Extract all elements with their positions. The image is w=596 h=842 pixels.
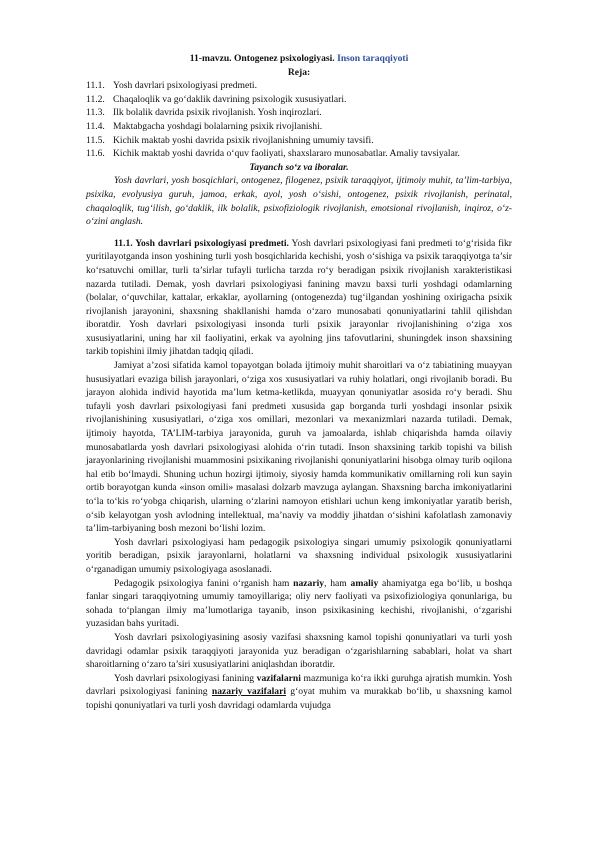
plan-item — [86, 79, 512, 93]
plan-item-text: Kichik maktab yoshi davrida psixik rivojlanishning umumiy tavsifi. — [113, 134, 374, 146]
document-page — [86, 52, 512, 713]
plan-item-text: Ilk bolalik davrida psixik rivojlanish. Yosh inqirozlari. — [113, 107, 322, 119]
plan-item-text: Kichik maktab yoshi davrida o‘quv faoliyati, shaxslararo munosabatlar. Amaliy tavsiyalar. — [113, 148, 460, 160]
plan-item-number: 11.1. — [86, 80, 105, 92]
title-accent: Inson taraqqiyoti — [337, 53, 409, 64]
section-heading: 11.1. Yosh davrlari psixologiyasi predmeti. — [114, 237, 289, 249]
plan-heading: Reja: — [287, 66, 311, 78]
body-paragraph: Jamiyat a’zosi sifatida kamol topayotgan bolada ijtimoiy muhit sharoitlari va o‘z tabiatining muayyan hususiyatlari evaziga bilish jarayonlari, o‘ziga xos xususiyatlari va ruhiy holatlari, ongi rivojlanib boradi. Bu jarayon alohida individ hayotida ma’lum ketma-ketlikda, muayyan qonuniyatlar asosida ro‘y beradi. Shu tufayli yosh davrlari psixologiyasi fani predmeti xususida gap borganda turli yoshdagi insonlar psixik rivojlanishining xususiyatlari, o‘ziga xos omillari, mezonlari va mexanizmlari nazarda tutiladi. Demak, ijtimoiy hayotda, TA’LIM-tarbiya jarayonida, guruh va jamoalarda, ishlab chiqarishda hamda oilaviy munosabatlarda yosh davrlari psixologiyasi alohida o‘rin tutadi. Inson shaxsining tarkib topishi va bilish jarayonlarining rivojlanishi muammosini psixikaning rivojlanishi qonuniyatlarini hisobga olmay turib oqilona hal etib bo‘lmaydi. Shuning uchun hozirgi ijtimoiy, siyosiy hamda kommunikativ omillarning roli kun sayin ortib borayotgan kunda «inson omili» masalasi dolzarb mavzuga aylangan. Shaxsning barcha imkoniyatlarini to‘la to‘kis ro‘yobga chiqarish, ularning o‘zlarini namoyon etishlari uchun keng imkoniyatlar yaratib berish, o‘sib kelayotgan yosh avlodning intellektual, ma’naviy va moddiy jihatdan o‘sishini kafolatlash zamonaviy ta’lim-tarbiyaning bosh mezoni bo‘lishi lozim. — [86, 360, 512, 535]
plan-item-number: 11.6. — [86, 148, 105, 160]
plan-item — [86, 106, 512, 120]
body-paragraph: Yosh davrlari psixologiyasining asosiy vazifasi shaxsning kamol topishi qonuniyatlari va turli yosh davridagi odamlar psixik taraqqiyoti jarayonida yuz beradigan o‘zgarishlarning sabablari, holat va shart sharoitlarning o‘zaro ta’siri xususiyatlarini aniqlashdan iboratdir. — [86, 631, 512, 671]
title-main: 11-mavzu. Ontogenez psixologiyasi. — [189, 53, 335, 64]
page-title — [86, 52, 512, 66]
underlined-bold-term: nazariy vazifalari — [211, 686, 286, 698]
plan-item-text: Yosh davrlari psixologiyasi predmeti. — [113, 80, 257, 92]
plan-item-text: Maktabgacha yoshdagi bolalarning psixik rivojlanishi. — [113, 120, 323, 132]
body-paragraph — [86, 672, 512, 713]
plan-item-number: 11.3. — [86, 107, 105, 119]
keywords-heading: Tayanch so‘z va iboralar. — [249, 161, 349, 173]
section-paragraph — [86, 237, 512, 359]
bold-term: nazariy — [293, 577, 325, 589]
plan-item — [86, 147, 512, 161]
text-run: ahamiyatga ega bo‘lib, u boshqa fanlar singari taraqqiyotning umumiy tamoyillariga; oliy nerv faoliyati va psixofiziologiya qonunlariga, bu sohada to‘plangan ilmiy ma’lumotlariga tayanib, inson psixikasining kechishi, rivojlanishi, o‘zgarishi yuzasidan bahs yuritadi. — [86, 577, 512, 630]
text-run: Pedagogik psixologiya fanini o‘rganish ham — [114, 577, 294, 589]
plan-item-number: 11.4. — [86, 120, 105, 132]
bold-term: amaliy — [350, 577, 379, 589]
text-run: g‘oyat muhim va murakkab bo‘lib, u shaxsning kamol topishi qonuniyatlari va turli yosh davridagi odamlarda vujudga — [86, 686, 513, 711]
body-paragraph — [86, 577, 512, 631]
plan-item-number: 11.5. — [86, 134, 105, 146]
paragraph-gap — [86, 229, 512, 237]
keywords-paragraph: Yosh davrlari, yosh bosqichlari, ontogenez, filogenez, psixik taraqqiyot, ijtimoiy muhit, ta’lim-tarbiya, psixika, evolyusiya guruh, jamoa, erkak, ayol, yosh o‘sishi, ontogenez, psixik rivojlanish, perinatal, chaqaloqlik, tug‘ilish, go‘daklik, ilk bolalik, psixofiziologik rivojlanish, emotsional rivojlanish, inqiroz, o‘z-o‘zini anglash. — [86, 175, 512, 228]
text-run: mazmuniga ko‘ra ikki guruhga ajratish mumkin. Yosh davrlari psixologiyasi fanining — [86, 672, 512, 698]
plan-list — [86, 79, 512, 161]
text-run: Yosh davrlari psixologiyasi fanining — [114, 672, 257, 684]
plan-item — [86, 120, 512, 134]
text-run: , ham — [324, 577, 351, 589]
plan-item — [86, 134, 512, 148]
bold-term: vazifalarni — [256, 672, 301, 684]
section-text: Yosh davrlari psixologiyasi fani predmeti to‘g‘risida fikr yuritilayotganda inson yoshining turli yosh bosqichlarida kechishi, yosh o‘sishiga va psixik taraqqiyotga ta’sir ko‘rsatuvchi omillar, turli ta’sirlar tufayli turlicha tarzda ro‘y beradigan psixik rivojlanish xarakteristikasi nazarda tutiladi. Demak, yosh davrlari psixologiyasi fanining mavzu baxsi turli yoshdagi odamlarning (bolalar, o‘quvchilar, kattalar, erkaklar, ayollarning (ontogenezda) tug‘ilgandan yoshining oxirigacha psixik rivojlanish jarayonini, shaxsning shakllanishi hamda o‘zaro munosabati qonuniyatlarini tahlil qilishdan iboratdir. Yosh davrlari psixologiyasi insonda turli psixik jarayonlar rivojlanishining o‘ziga xos xususiyatlarini, uning har xil faoliyatini, erkak va ayolning jins tafovutlarini, shuningdek inson shaxsining tarkib topishini ilmiy jihatdan tadqiq qiladi. — [86, 237, 513, 358]
plan-item-number: 11.2. — [86, 93, 105, 105]
body-paragraph: Yosh davrlari psixologiyasi ham pedagogik psixologiya singari umumiy psixologik qonuniyatlarni yoritib beradigan, psixik jarayonlarni, holatlarni va shaxsning individual psixologik xususiyatlarini o‘rganadigan umumiy psixologiyaga asoslanadi. — [86, 536, 512, 575]
plan-item — [86, 93, 512, 107]
plan-item-text: Chaqaloqlik va go‘daklik davrining psixologik xususiyatlari. — [113, 93, 347, 105]
